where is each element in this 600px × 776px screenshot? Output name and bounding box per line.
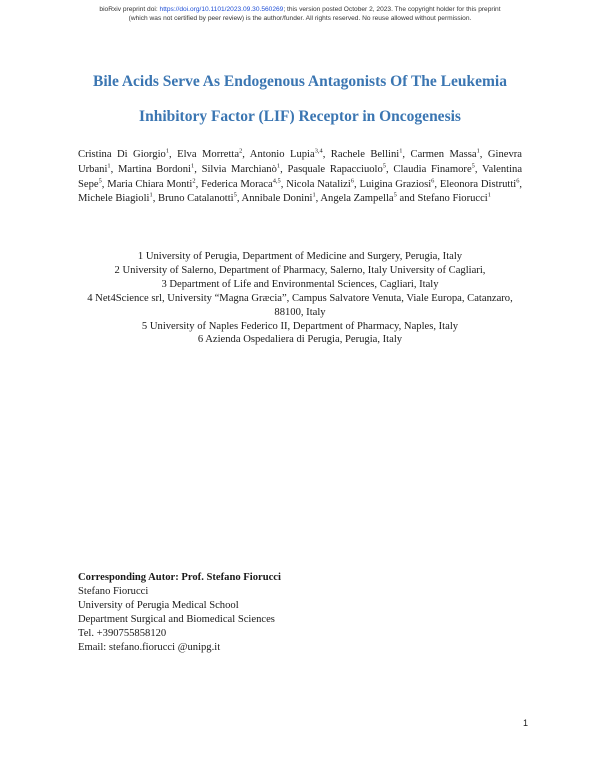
banner-line-1	[0, 5, 600, 14]
author-name: Angela Zampella	[320, 193, 394, 205]
author-name: Stefano Fiorucci	[417, 193, 488, 205]
author-affiliation-marker: 1	[476, 147, 480, 155]
author-affiliation-marker: 5	[233, 191, 237, 199]
author-affiliation-marker: 5	[471, 162, 475, 170]
banner-suffix: ; this version posted October 2, 2023. The copyright holder for this preprint	[283, 6, 501, 13]
author-affiliation-marker: 6	[516, 177, 520, 185]
author-affiliation-marker: 1	[312, 191, 316, 199]
corresponding-line: University of Perugia Medical School	[78, 599, 239, 611]
author-name: Antonio Lupia	[249, 149, 315, 160]
author-affiliation-marker: 1	[487, 191, 491, 199]
affiliation-line: 3 Department of Life and Environmental Sciences, Cagliari, Italy	[161, 278, 439, 290]
title-line-2: Inhibitory Factor (LIF) Receptor in Oncogenesis	[139, 108, 461, 125]
author-name: Nicola Natalizi	[286, 178, 351, 190]
corresponding-details	[78, 585, 522, 655]
author-name: Claudia Finamore	[393, 163, 472, 175]
author-affiliation-marker: 5	[382, 162, 386, 170]
author-name: Bruno Catalanotti	[158, 193, 234, 205]
preprint-banner	[0, 5, 600, 23]
author-affiliation-marker: 6	[431, 177, 435, 185]
author-name: Annibale Donini	[241, 193, 313, 205]
corresponding-author	[78, 571, 522, 654]
author-name: Valentina Sepe	[78, 163, 523, 190]
affiliations	[78, 250, 522, 347]
affiliation-line: 88100, Italy	[274, 306, 326, 318]
corresponding-line: Department Surgical and Biomedical Sciences	[78, 613, 275, 625]
corresponding-line: Email: stefano.fiorucci @unipg.it	[78, 641, 221, 653]
paper-title	[60, 64, 540, 134]
author-affiliation-marker: 2	[239, 147, 243, 155]
author-affiliation-marker: 1	[165, 147, 170, 155]
author-affiliation-marker: 1	[190, 162, 195, 170]
author-name: Martina Bordoni	[118, 163, 191, 175]
banner-line-2: (which was not certified by peer review) is the author/funder. All rights reserved. No reuse allowed without permission.	[128, 15, 472, 22]
author-name: Silvia Marchianò	[201, 163, 277, 175]
author-name: Luigina Graziosi	[359, 178, 432, 190]
author-name: Federica Moraca	[201, 178, 273, 190]
author-affiliation-marker: 1	[149, 191, 153, 199]
author-name: Maria Chiara Monti	[107, 178, 193, 190]
author-affiliation-marker: 4,5	[272, 177, 281, 185]
author-affiliation-marker: 5	[98, 177, 102, 185]
corresponding-heading: Corresponding Autor: Prof. Stefano Fiorucci	[78, 572, 281, 583]
author-name: Rachele Bellini	[330, 149, 400, 160]
affiliation-line: 1 University of Perugia, Department of Medicine and Surgery, Perugia, Italy	[137, 251, 463, 262]
author-name: Elva Morretta	[177, 149, 240, 160]
banner-prefix: bioRxiv preprint doi:	[99, 6, 160, 13]
affiliation-line: 6 Azienda Ospedaliera di Perugia, Perugia, Italy	[197, 334, 403, 346]
author-affiliation-marker: 1	[107, 162, 111, 170]
author-affiliation-marker: 1	[276, 162, 281, 170]
page-number: 1	[522, 718, 528, 728]
author-affiliation-marker: 2	[192, 177, 196, 185]
author-name: Carmen Massa	[410, 149, 477, 160]
author-name: Eleonora Distrutti	[439, 178, 517, 190]
corresponding-line: Tel. +390755858120	[78, 627, 167, 639]
author-name: Cristina Di Giorgio	[78, 149, 166, 160]
doi-link[interactable]: https://doi.org/10.1101/2023.09.30.560269	[159, 6, 284, 13]
author-affiliation-marker: 6	[350, 177, 354, 185]
affiliation-line: 4 Net4Science srl, University “Magna Græcia”, Campus Salvatore Venuta, Viale Europa, Catanzaro,	[87, 292, 513, 304]
author-name: Ginevra Urbani	[78, 149, 523, 175]
author-affiliation-marker: 1	[399, 147, 403, 155]
corresponding-line: Stefano Fiorucci	[78, 585, 149, 597]
author-affiliation-marker: 5	[393, 191, 397, 199]
title-line-1: Bile Acids Serve As Endogenous Antagonists Of The Leukemia	[93, 73, 507, 90]
author-affiliation-marker: 3,4	[314, 147, 323, 155]
affiliation-line: 5 University of Naples Federico II, Department of Pharmacy, Naples, Italy	[141, 320, 459, 332]
author-name: Pasquale Rapacciuolo	[287, 163, 383, 175]
affiliation-line: 2 University of Salerno, Department of Pharmacy, Salerno, Italy University of Cagliari,	[114, 264, 486, 276]
author-list: Cristina Di Giorgio$^1$, Elva Morretta$^2$, Antonio Lupia$^{3,4}$, Rachele Bellini$^1$, Carmen Massa$^1$, Ginevra Urbani$^1$, Martina Bordoni$^1$, Silvia Marchianò$^1$, Pasquale Rapacciuolo$^5$, Claudia Finamore$^5$, Valentina Sepe$^5$, Maria Chiara Monti$^2$, Federica Moraca$^{4,5}$, Nicola Natalizi$^6$, Luigina Graziosi$^6$, Eleonora Distrutti$^6$, Michele Biagioli$^1$, Bruno Catalanotti$^5$, Annibale Donini$^1$, Angela Zampella$^5$ and Stefano Fiorucci$^1$	[78, 147, 523, 205]
author-name: Michele Biagioli	[78, 193, 150, 205]
